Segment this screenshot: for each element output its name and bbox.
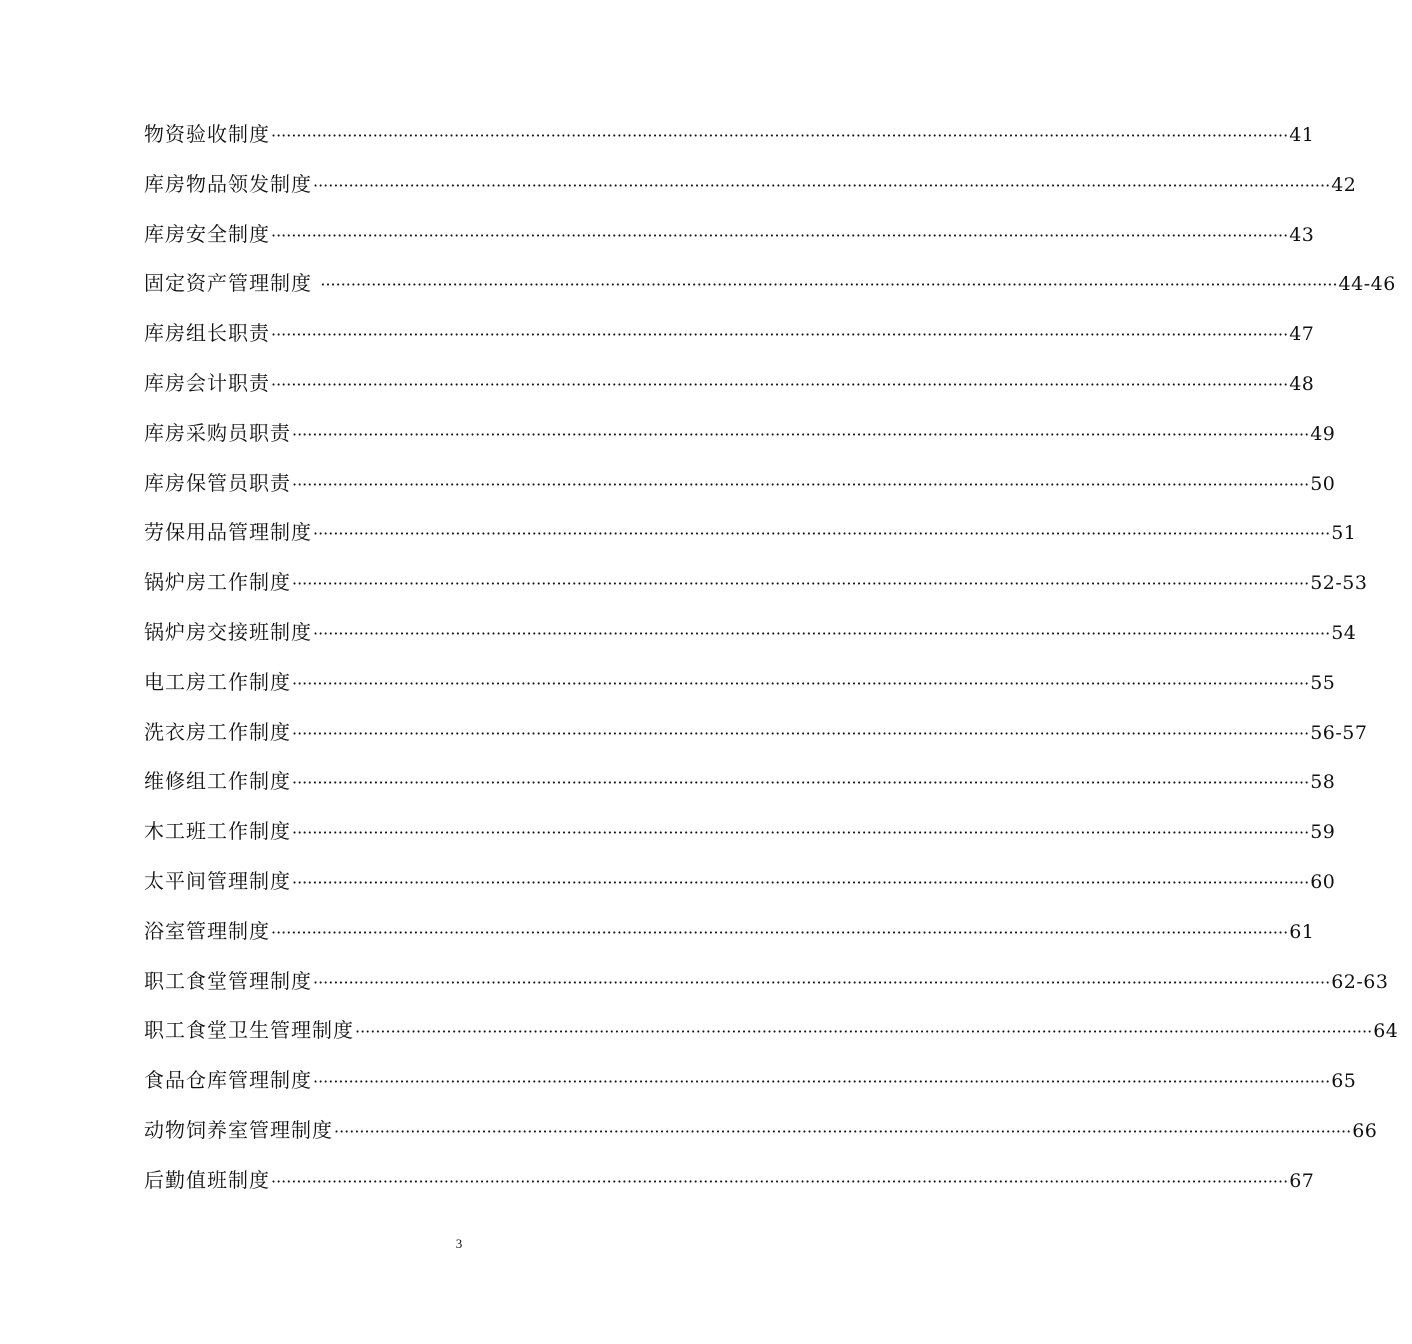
dot-leader: ········································································································································································································ [313, 623, 1331, 643]
toc-entry [144, 1156, 1315, 1206]
toc-entry-title: 库房安全制度 [144, 221, 270, 246]
toc-entry [144, 259, 1396, 309]
toc-entry-page: 51 [1331, 522, 1357, 545]
dot-leader: ········································································································································································································ [271, 1171, 1289, 1191]
toc-entry [144, 210, 1315, 260]
toc-entry [144, 110, 1315, 160]
toc-entry [144, 807, 1336, 857]
page-number: 3 [455, 1236, 463, 1251]
toc-entry-title: 物资验收制度 [144, 122, 270, 146]
toc-entry-page: 43 [1289, 223, 1315, 246]
toc-entry-title: 太平间管理制度 [144, 868, 291, 893]
toc-entry [144, 757, 1336, 807]
toc-entry [144, 359, 1315, 409]
toc-entry-title: 库房物品领发制度 [144, 171, 312, 196]
toc-entry-page: 56-57 [1310, 721, 1368, 744]
toc-entry-page: 55 [1310, 671, 1336, 694]
toc-entry-page: 65 [1331, 1070, 1357, 1093]
toc-entry-title: 库房保管员职责 [144, 470, 291, 495]
toc-entry-page: 47 [1289, 323, 1315, 346]
toc-entry-page: 54 [1331, 621, 1357, 644]
toc-entry [144, 1006, 1399, 1056]
table-of-contents [144, 110, 1399, 1206]
toc-entry [144, 1106, 1378, 1156]
dot-leader: ········································································································································································································ [313, 1072, 1331, 1092]
toc-entry-title: 食品仓库管理制度 [144, 1068, 312, 1093]
dot-leader: ········································································································································································································ [292, 823, 1310, 843]
toc-entry-page: 66 [1352, 1119, 1378, 1142]
dot-leader: ········································································································································································································ [313, 972, 1331, 992]
dot-leader: ········································································································································································································ [271, 325, 1289, 345]
toc-entry-title: 维修组工作制度 [144, 769, 291, 794]
toc-entry-page: 61 [1289, 920, 1315, 943]
toc-entry-title: 后勤值班制度 [144, 1167, 270, 1192]
toc-entry-title: 库房组长职责 [144, 321, 270, 346]
toc-entry-page: 49 [1310, 422, 1336, 445]
toc-entry-title: 锅炉房交接班制度 [144, 619, 312, 644]
toc-entry-page: 50 [1310, 472, 1336, 495]
dot-leader: ········································································································································································································ [313, 524, 1331, 544]
toc-entry-title: 木工班工作制度 [144, 819, 291, 844]
toc-entry [144, 658, 1336, 708]
toc-entry-title: 固定资产管理制度 [144, 271, 320, 296]
toc-entry-page: 59 [1310, 821, 1336, 844]
dot-leader: ········································································································································································································ [292, 673, 1310, 693]
toc-entry-title: 动物饲养室管理制度 [144, 1117, 333, 1142]
dot-leader: ········································································································································································································ [320, 275, 1338, 295]
toc-entry-title: 浴室管理制度 [144, 918, 270, 943]
dot-leader: ········································································································································································································ [271, 126, 1289, 145]
toc-entry-title: 库房采购员职责 [144, 420, 291, 445]
dot-leader: ········································································································································································································ [334, 1121, 1352, 1141]
toc-entry-page: 44-46 [1338, 273, 1396, 296]
toc-entry [144, 409, 1336, 459]
toc-entry-page: 48 [1289, 372, 1315, 395]
toc-entry [144, 459, 1336, 509]
toc-entry-title: 职工食堂管理制度 [144, 968, 312, 993]
dot-leader: ········································································································································································································ [292, 723, 1310, 743]
toc-entry-page: 52-53 [1310, 572, 1368, 595]
toc-entry-title: 电工房工作制度 [144, 669, 291, 694]
toc-entry-title: 职工食堂卫生管理制度 [144, 1018, 354, 1043]
dot-leader: ········································································································································································································ [292, 424, 1310, 444]
toc-entry [144, 508, 1357, 558]
toc-entry-page: 67 [1289, 1169, 1315, 1192]
toc-entry [144, 608, 1357, 658]
dot-leader: ········································································································································································································ [271, 374, 1289, 394]
toc-entry-title: 锅炉房工作制度 [144, 570, 291, 595]
toc-entry-page: 62-63 [1331, 970, 1389, 993]
toc-entry [144, 309, 1315, 359]
toc-entry-page: 41 [1289, 124, 1315, 146]
toc-entry-title: 劳保用品管理制度 [144, 520, 312, 545]
dot-leader: ········································································································································································································ [271, 225, 1289, 245]
toc-entry [144, 708, 1368, 758]
toc-entry-title: 洗衣房工作制度 [144, 719, 291, 744]
dot-leader: ········································································································································································································ [355, 1022, 1373, 1042]
toc-entry-title: 库房会计职责 [144, 370, 270, 395]
toc-entry [144, 957, 1389, 1007]
toc-entry-page: 58 [1310, 771, 1336, 794]
toc-entry [144, 558, 1368, 608]
dot-leader: ········································································································································································································ [292, 574, 1310, 594]
toc-entry [144, 160, 1357, 210]
dot-leader: ········································································································································································································ [292, 872, 1310, 892]
dot-leader: ········································································································································································································ [292, 474, 1310, 494]
toc-entry [144, 1056, 1357, 1106]
toc-entry-page: 64 [1373, 1020, 1399, 1043]
toc-entry-page: 60 [1310, 870, 1336, 893]
dot-leader: ········································································································································································································ [313, 175, 1331, 195]
toc-entry [144, 907, 1315, 957]
dot-leader: ········································································································································································································ [271, 922, 1289, 942]
toc-entry [144, 857, 1336, 907]
toc-entry-page: 42 [1331, 173, 1357, 196]
dot-leader: ········································································································································································································ [292, 773, 1310, 793]
